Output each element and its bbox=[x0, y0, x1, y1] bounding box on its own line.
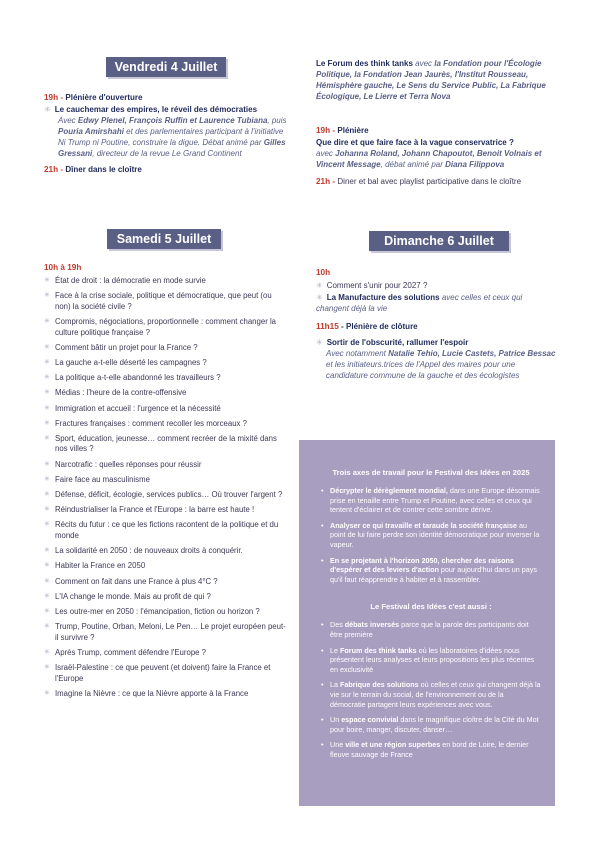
list-item: ✳ Réindustrialiser la France et l'Europe : la barre est haute ! bbox=[44, 505, 289, 516]
saturday-time: 10h à 19h bbox=[44, 263, 82, 272]
sunday-session: Sortir de l'obscurité, rallumer l'espoir bbox=[326, 338, 469, 347]
forum-time-2: 21h bbox=[316, 177, 331, 186]
friday-label-1: Plénière d'ouverture bbox=[65, 93, 143, 102]
list-item: ✳ La gauche a-t-elle déserté les campagnes ? bbox=[44, 358, 289, 369]
forum-title: Le Forum des think tanks bbox=[316, 59, 413, 68]
list-item: • Une ville et une région superbes en bord de Loire, le dernier fleuve sauvage de France bbox=[321, 740, 541, 759]
list-item: ✳ Faire face au masculinisme bbox=[44, 475, 289, 486]
asterisk-icon: ✳ bbox=[316, 338, 323, 347]
list-item: ✳ Défense, déficit, écologie, services publics… Où trouver l'argent ? bbox=[44, 490, 289, 501]
sunday-block: 10h ✳ Comment s'unir pour 2027 ? ✳ La Manufacture des solutions avec celles et ceux qui changent déjà la vie 11h15 - Plénière de clôture ✳ Sortir de l'obscurité, rallumer l'espoir Avec notamment Natalie Tehio, Lucie Castets, Patrice Bessac et les initiateurs.trices de l'Appel des maires pour une candidature commune de la gauche et des écologistes bbox=[316, 268, 556, 380]
friday-block: 19h - Plénière d'ouverture ✳ Le cauchemar des empires, le réveil des démocraties Avec Edwy Plenel, François Ruffin et Laurence Tubiana, puis Pouria Amirshahi et des parlementaires participant à l'initiative Ni Trump ni Poutine, construire la digue. Débat animé par Gilles Gressani, directeur de la revue Le Grand Continent 21h - Dîner dans le cloître bbox=[44, 92, 289, 175]
axes-heading: Trois axes de travail pour le Festival des Idées en 2025 bbox=[332, 468, 530, 477]
sunday-title: Dimanche 6 Juillet bbox=[369, 231, 509, 251]
saturday-title: Samedi 5 Juillet bbox=[107, 229, 221, 249]
list-item: ✳ Après Trump, comment défendre l'Europe ? bbox=[44, 648, 289, 659]
list-item: ✳ Médias : l'heure de la contre-offensive bbox=[44, 388, 289, 399]
sunday-label-2: Plénière de clôture bbox=[346, 322, 418, 331]
also-list bbox=[321, 620, 541, 759]
friday-session-title: Le cauchemar des empires, le réveil des démocraties bbox=[54, 105, 258, 114]
list-item: ✳ État de droit : la démocratie en mode survie bbox=[44, 276, 289, 287]
list-item: ✳ Imagine la Nièvre : ce que la Nièvre apporte à la France bbox=[44, 689, 289, 700]
list-item: ✳ La politique a-t-elle abandonné les travailleurs ? bbox=[44, 373, 289, 384]
info-box bbox=[299, 440, 555, 806]
list-item: ✳ Israël-Palestine : ce que peuvent (et doivent) faire la France et l'Europe bbox=[44, 663, 289, 684]
forum-question: Que dire et que faire face à la vague conservatrice ? bbox=[316, 138, 514, 147]
list-item: ✳ Comment on fait dans une France à plus 4°C ? bbox=[44, 577, 289, 588]
asterisk-icon: ✳ bbox=[316, 293, 323, 302]
list-item: ✳ Face à la crise sociale, politique et démocratique, que peut (ou non) la société civile ? bbox=[44, 291, 289, 312]
sunday-item-2: La Manufacture des solutions bbox=[326, 293, 440, 302]
also-heading: Le Festival des Idées c'est aussi : bbox=[370, 602, 492, 612]
list-item: • Décrypter le dérèglement mondial, dans une Europe désormais prise en tenaille entre Trump et Poutine, avec celles et ceux qui tentent d'éclairer et de contrer cette sombre dérive. bbox=[321, 486, 541, 515]
list-item: ✳ L'IA change le monde. Mais au profit de qui ? bbox=[44, 592, 289, 603]
friday-session-details: Avec Edwy Plenel, François Ruffin et Laurence Tubiana, puis Pouria Amirshahi et des parlementaires participant à l'initiative Ni Trump ni Poutine, construire la digue. Débat animé par Gilles Gressani, directeur de la revue Le Grand Continent bbox=[58, 116, 287, 158]
list-item: ✳ Narcotrafic : quelles réponses pour réussir bbox=[44, 460, 289, 471]
list-item: • Analyser ce qui travaille et taraude la société française au point de lui faire perdre son identité démocratique pour inverser la vapeur. bbox=[321, 521, 541, 550]
list-item: ✳ Fractures françaises : comment recoller les morceaux ? bbox=[44, 419, 289, 430]
list-item: ✳ Immigration et accueil : l'urgence et la nécessité bbox=[44, 404, 289, 415]
sunday-item-1: Comment s'unir pour 2027 ? bbox=[326, 281, 428, 290]
saturday-list bbox=[44, 276, 289, 704]
list-item: ✳ La solidarité en 2050 : de nouveaux droits à conquérir. bbox=[44, 546, 289, 557]
axes-list bbox=[321, 486, 541, 584]
asterisk-icon: ✳ bbox=[316, 281, 323, 290]
sunday-time-1: 10h bbox=[316, 268, 331, 277]
list-item: ✳ Sport, éducation, jeunesse… comment recréer de la mixité dans nos villes ? bbox=[44, 434, 289, 455]
forum-time-1: 19h bbox=[316, 126, 331, 135]
forum-details: avec Johanna Roland, Johann Chapoutot, Benoit Volnais et Vincent Message, débat animé par Diana Filippova bbox=[316, 149, 542, 169]
list-item: ✳ Comment bâtir un projet pour la France ? bbox=[44, 343, 289, 354]
forum-label-2: Diner et bal avec playlist participative dans le cloître bbox=[337, 177, 522, 186]
list-item: ✳ Les outre-mer en 2050 : l'émancipation, fiction ou horizon ? bbox=[44, 607, 289, 618]
list-item: • Des débats inversés parce que la parole des participants doit être première bbox=[321, 620, 541, 639]
forum-label-1: Plénière bbox=[337, 126, 369, 135]
list-item: ✳ Récits du futur : ce que les fictions racontent de la politique et du monde bbox=[44, 520, 289, 541]
list-item: ✳ Trump, Poutine, Orban, Meloni, Le Pen… Le projet européen peut-il survivre ? bbox=[44, 622, 289, 643]
list-item: ✳ Habiter la France en 2050 bbox=[44, 561, 289, 572]
friday-time-1: 19h bbox=[44, 93, 59, 102]
forum-block: Le Forum des think tanks avec la Fondation pour l'Écologie Politique, la Fondation Jean Jaurès, l'Institut Rousseau, Hémisphère gauche, Le Sens du Service Public, La Fabrique Écologique, Le Lierre et Terra Nova 19h - Plénière Que dire et que faire face à la vague conservatrice ? avec Johanna Roland, Johann Chapoutot, Benoit Volnais et Vincent Message, débat animé par Diana Filippova 21h - Diner et bal avec playlist participative dans le cloître bbox=[316, 58, 562, 187]
list-item: ✳ Compromis, négociations, proportionnelle : comment changer la culture politique française ? bbox=[44, 317, 289, 338]
list-item: • Le Forum des think tanks où les laboratoires d'idées nous présentent leurs analyses et leurs propositions les plus récentes en exclusivité bbox=[321, 646, 541, 675]
sunday-details: Avec notamment Natalie Tehio, Lucie Castets, Patrice Bessac et les initiateurs.trices de l'Appel des maires pour une candidature commune de la gauche et des écologistes bbox=[326, 349, 556, 380]
list-item: • La Fabrique des solutions où celles et ceux qui changent déjà la vie sur le terrain du social, de l'environnement ou de la démocratie partagent leurs expériences avec vous. bbox=[321, 680, 541, 709]
friday-time-2: 21h bbox=[44, 165, 59, 174]
sunday-time-2: 11h15 bbox=[316, 322, 339, 331]
list-item: • Un espace convivial dans le magnifique cloître de la Cité du Mot pour boire, manger, discuter, danser… bbox=[321, 715, 541, 734]
list-item: • En se projetant à l'horizon 2050, chercher des raisons d'espérer et des leviers d'action pour aujourd'hui dans un pays qu'il faut réapprendre à habiter et à rassembler. bbox=[321, 556, 541, 585]
friday-title: Vendredi 4 Juillet bbox=[106, 57, 226, 77]
forum-partners: la Fondation pour l'Écologie Politique, la Fondation Jean Jaurès, l'Institut Rousseau, Hémisphère gauche, Le Sens du Service Public, La Fabrique Écologique, Le Lierre et Terra Nova bbox=[316, 59, 546, 101]
asterisk-icon: ✳ bbox=[44, 105, 51, 114]
friday-label-2: Dîner dans le cloître bbox=[65, 165, 142, 174]
